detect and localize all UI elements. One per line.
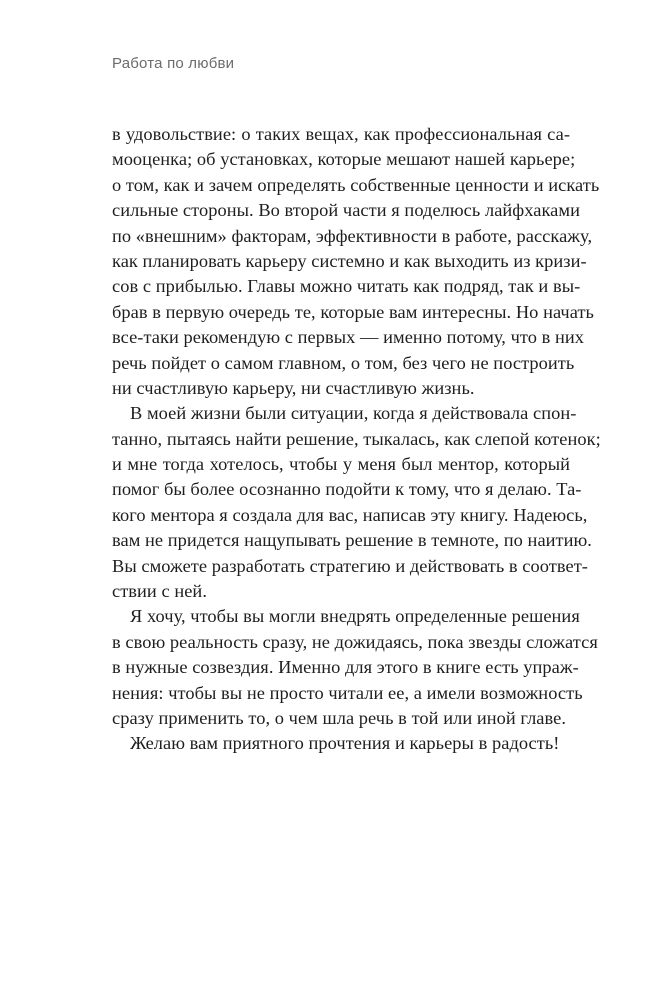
text-line: все-таки рекомендую с первых — именно потому, что в них (112, 327, 585, 348)
text-line: мооценка; об установках, которые мешают нашей карьере; (112, 149, 576, 170)
text-line: речь пойдет о самом главном, о том, без чего не построить (112, 352, 575, 373)
text-line: В моей жизни были ситуации, когда я действовала спон- (130, 403, 577, 424)
text-line: о том, как и зачем определять собственные ценности и искать (112, 174, 600, 195)
text-line: кого ментора я создала для вас, написав эту книгу. Надеюсь, (112, 504, 588, 525)
text-line: танно, пытаясь найти решение, тыкалась, как слепой котенок; (112, 428, 601, 449)
text-line: помог бы более осознанно подойти к тому, что я делаю. Та- (112, 479, 582, 500)
text-line: Желаю вам приятного прочтения и карьеры в радость! (130, 733, 560, 754)
text-line: и мне тогда хотелось, чтобы у меня был ментор, который (112, 454, 570, 475)
text-line: сразу применить то, о чем шла речь в той или иной главе. (112, 707, 567, 728)
paragraph-2 (112, 401, 601, 604)
text-line: вам не придется нащупывать решение в темноте, по наитию. (112, 530, 592, 551)
paragraph-3 (112, 604, 598, 731)
paragraph-1 (112, 122, 600, 401)
body-text (112, 122, 601, 757)
text-line: ни счастливую карьеру, ни счастливую жизнь. (112, 377, 475, 398)
text-line: нения: чтобы вы не просто читали ее, а имели возможность (112, 682, 583, 703)
running-header: Работа по любви (112, 55, 235, 72)
text-line: как планировать карьеру системно и как выходить из кризи- (112, 250, 587, 271)
text-line: в нужные созвездия. Именно для этого в книге есть упраж- (112, 657, 579, 678)
text-line: в удовольствие: о таких вещах, как профессиональная са- (112, 124, 570, 144)
text-line: Вы сможете разработать стратегию и действовать в соответ- (112, 555, 588, 576)
text-line: ствии с ней. (112, 581, 207, 602)
text-line: по «внешним» факторам, эффективности в работе, расскажу, (112, 225, 593, 246)
text-line: сильные стороны. Во второй части я поделюсь лайфхаками (112, 200, 580, 221)
text-line: брав в первую очередь те, которые вам интересны. Но начать (112, 301, 594, 322)
text-line: в свою реальность сразу, не дожидаясь, пока звезды сложатся (112, 631, 598, 652)
text-line: сов с прибылью. Главы можно читать как подряд, так и вы- (112, 276, 581, 297)
text-line: Я хочу, чтобы вы могли внедрять определенные решения (130, 606, 580, 627)
paragraph-4 (112, 731, 570, 756)
